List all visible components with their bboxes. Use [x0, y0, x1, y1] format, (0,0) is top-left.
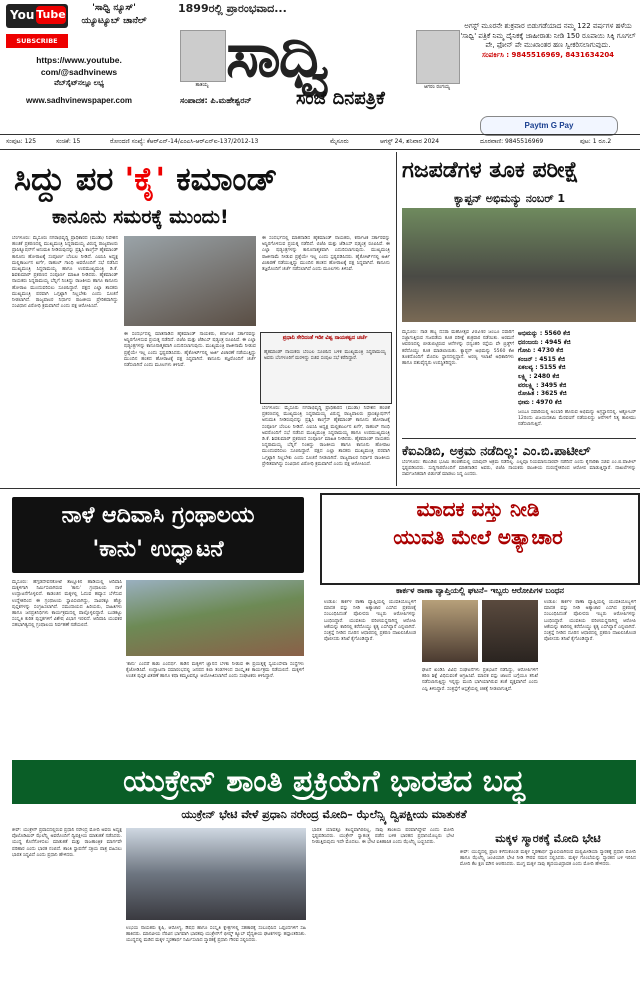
ad-contact — [460, 51, 636, 61]
registration-number: ರೋಂದಣಿ ಸಂಖ್ಯೆ: ಕೆಆರ್‌ಎನ್-14/ಎಂಎಸಿ-ಆರ್‌ಎನ್‌ಐ-137/2012-13 — [110, 138, 259, 145]
youtube-logo — [6, 4, 68, 28]
ukraine-subheadline: ಯುಕ್ರೇನ್ ಭೇಟಿ ವೇಳೆ ಪ್ರಧಾನಿ ನರೇಂದ್ರ ಮೋದಿ– ಝೆಲೆನ್ಸ್ಕಿ ದ್ವಿಪಕ್ಷೀಯ ಮಾತುಕತೆ — [181, 808, 467, 821]
lead-headline — [14, 160, 277, 199]
website-link[interactable]: www.sadhvinewspaper.com — [26, 96, 132, 105]
youtube-logo-you: You — [10, 8, 35, 22]
column-divider — [396, 152, 397, 486]
portrait-left-caption: ತಾತಯ್ಯ — [195, 82, 209, 88]
portrait-right-caption: ಆಗರಂ ರಂಗಯ್ಯ — [423, 84, 451, 90]
elephant-photo — [402, 208, 636, 322]
elephant-subheadline: ಕ್ಯಾಪ್ಟನ್ ಅಭಿಮನ್ಯು ನಂಬರ್ 1 — [454, 192, 566, 205]
library-headline-line2: 'ಕಾನು' ಉದ್ಘಾಟನೆ — [92, 537, 224, 562]
issue-info-bar — [0, 134, 640, 150]
library-headline-line1: ನಾಳೆ ಆದಿವಾಸಿ ಗ್ರಂಥಾಲಯ — [61, 503, 255, 528]
quote-body: ಹೈಕಮಾಂಡ್ ನಾಯಕರು ಬೆಂಬಲ ಸೂಚಿಸಿದ ಬಳಿಕ ಮುಖ್ಯಮಂತ್ರಿ ಸಿದ್ದರಾಮಯ್ಯ ಅವರು ಬೆಂಗಳೂರಿಗೆ ಮರಳಿದ್ದು ಸಚಿವ ಸಂಪುಟ ಸಭೆ ಕರೆದಿದ್ದಾರೆ. — [264, 350, 386, 362]
elephant-headline: ಗಜಪಡೆಗಳ ತೂಕ ಪರೀಕ್ಷೆ — [402, 158, 579, 183]
weight-row: ಧನಂಜಯ : 4945 ಕೆಜಿ — [518, 338, 571, 346]
quote-title: ಪ್ರಧಾನಿ ಸೇರಿದಂತೆ ಇಡೀ ವಿಶ್ವ ನಾಯಕತ್ವದ ಚರ್ಚೆ — [282, 335, 368, 341]
lead-story-body: ಬೆಂಗಳೂರು: ಮೈಸೂರು ನಗರಾಭಿವೃದ್ಧಿ ಪ್ರಾಧಿಕಾರದ (ಮುಡಾ) ನಿವೇಶನ ಹಂಚಿಕೆ ಪ್ರಕರಣದಲ್ಲಿ ಮುಖ್ಯಮಂತ್ರಿ ಸಿದ್ದರಾಮಯ್ಯ ವಿರುದ್ಧ ರಾಜ್ಯಪಾಲರು ಪ್ರಾಸಿಕ್ಯೂಷನ್‌ಗೆ ಅನುಮತಿ ನೀಡಿರುವುದನ್ನು ಪ್ರಶ್ನಿಸಿ ಕಾಂಗ್ರೆಸ್ ಹೈಕಮಾಂಡ್ ಕಾನೂನು ಹೋರಾಟಕ್ಕೆ ಸಂಪೂರ್ಣ ಬೆಂಬಲ ನೀಡಿದೆ. ಎಐಸಿಸಿ ಅಧ್ಯಕ್ಷ ಮಲ್ಲಿಕಾರ್ಜುನ ಖರ್ಗೆ, ರಾಹುಲ್ ಗಾಂಧಿ ಅವರೊಂದಿಗೆ ಸಭೆ ನಡೆಸಿದ ಮುಖ್ಯಮಂತ್ರಿ ಸಿದ್ದರಾಮಯ್ಯ ಹಾಗೂ ಉಪಮುಖ್ಯಮಂತ್ರಿ ಡಿ.ಕೆ. ಶಿವಕುಮಾರ್ ಪ್ರಕರಣದ ಸಂಪೂರ್ಣ ಮಾಹಿತಿ ನೀಡಿದರು. ಹೈಕಮಾಂಡ್ ನಾಯಕರು ಸಿದ್ದರಾಮಯ್ಯ ಬೆನ್ನಿಗೆ ನಿಂತಿದ್ದು ರಾಜಕೀಯ ಹಾಗೂ ಕಾನೂನು ಹೋರಾಟ ಮುಂದುವರಿಸಲು ಸೂಚಿಸಿದ್ದಾರೆ. ಪಕ್ಷದ ಎಲ್ಲಾ ಶಾಸಕರು ಮುಖ್ಯಮಂತ್ರಿ ಪರವಾಗಿ ಒಗ್ಗಟ್ಟಾಗಿ ನಿಲ್ಲಬೇಕು ಎಂದು ಸೂಚನೆ ನೀಡಲಾಗಿದೆ. ರಾಜ್ಯಪಾಲರ ನಿರ್ಧಾರ ರಾಜಕೀಯ ಪ್ರೇರಿತವಾಗಿದ್ದು ಸಂವಿಧಾನ ವಿರೋಧಿ ಕ್ರಮವಾಗಿದೆ ಎಂದು ಪಕ್ಷ ಆರೋಪಿಸಿದೆ. — [12, 236, 118, 310]
youtube-logo-tube: Tube — [36, 6, 66, 24]
library-photo — [126, 580, 304, 656]
lead-headline-kai: 'ಕೈ' — [124, 160, 166, 198]
issue-number: ಸಂಚಿಕೆ: 15 — [56, 138, 81, 145]
phone-number: ದೂರವಾಣಿ: 9845516969 — [480, 138, 544, 145]
youtube-channel-title: 'ಸಾಧ್ವಿ ನ್ಯೂಸ್' ಯ್ಯೂಟ್ಯೂಬ್ ಚಾನೆಲ್ — [81, 3, 147, 26]
ukraine-headline: ಯುಕ್ರೇನ್ ಶಾಂತಿ ಪ್ರಕ್ರಿಯೆಗೆ ಭಾರತದ ಬದ್ಧ — [123, 764, 525, 799]
weight-row: ಅಭಿಮನ್ಯು : 5560 ಕೆಜಿ — [518, 330, 571, 337]
evening-daily-label: ಸಂಜೆ ದಿನಪತ್ರಿಕೆ — [296, 88, 385, 109]
section-divider — [0, 488, 640, 489]
crime-headline-line2: ಯುವತಿ ಮೇಲೆ ಅತ್ಯಾಚಾರ — [393, 525, 563, 549]
ukraine-headline-box — [12, 760, 636, 804]
youtube-url-line1: https://www.youtube. — [36, 55, 122, 65]
youtube-url-line2: com/@sadhvinews — [40, 67, 118, 77]
elephant-story-body: ಮೈಸೂರು: ನಾಡ ಹಬ್ಬ ದಸರಾ ಮಹೋತ್ಸವ 2024ರ ಜಂಬೂ ಸವಾರಿಗೆ ಸಜ್ಜಾಗುತ್ತಿರುವ ಗಜಪಡೆಯ ತೂಕ ಪರೀಕ್ಷೆ ಶುಕ್ರವಾರ ನಡೆಯಿತು. ಅರಮನೆ ಆವರಣದಲ್ಲಿ ಬೀಡುಬಿಟ್ಟಿರುವ ಆನೆಗಳನ್ನು ಧನ್ವಂತರಿ ರಸ್ತೆಯ ವೇ ಬ್ರಿಡ್ಜ್‌ಗೆ ಕರೆದೊಯ್ದು ತೂಕ ಮಾಡಲಾಯಿತು. ಕ್ಯಾಪ್ಟನ್ ಅಭಿಮನ್ಯು 5560 ಕೆಜಿ ತೂಕದೊಂದಿಗೆ ಮೊದಲ ಸ್ಥಾನದಲ್ಲಿದ್ದಾನೆ. ಅರಣ್ಯ ಇಲಾಖೆ ಅಧಿಕಾರಿಗಳು ಹಾಗೂ ಪಶುವೈದ್ಯರು ಉಪಸ್ಥಿತರಿದ್ದರು. — [402, 330, 514, 367]
ukraine-story-body-3: ಭಾರತ ಯಾವತ್ತೂ ತಟಸ್ಥವಾಗಿರಲಿಲ್ಲ, ನಾವು ಶಾಂತಿಯ ಪರವಾಗಿದ್ದೇವೆ ಎಂದು ಮೋದಿ ಸ್ಪಷ್ಟಪಡಿಸಿದರು. ಯುಕ್ರೇನ್ ಸ್ವಾತಂತ್ರ್ಯ ಪಡೆದ ಬಳಿಕ ಭಾರತದ ಪ್ರಧಾನಿಯೊಬ್ಬರು ಭೇಟಿ ನೀಡುತ್ತಿರುವುದು ಇದೇ ಮೊದಲು. ಈ ಭೇಟಿ ಐತಿಹಾಸಿಕ ಎಂದು ಝೆಲೆನ್ಸ್ಕಿ ಬಣ್ಣಿಸಿದರು. — [312, 828, 454, 846]
weight-row: ವರಲಕ್ಷ್ಮಿ : 3495 ಕೆಜಿ — [518, 381, 567, 389]
story-divider — [402, 438, 636, 439]
founder-portrait-right — [416, 30, 460, 84]
accused-photo-2 — [482, 600, 538, 662]
weight-row: ಏಕಲವ್ಯ : 5155 ಕೆಜಿ — [518, 364, 566, 372]
lead-headline-a: ಸಿದ್ದು ಪರ — [14, 160, 125, 198]
masthead-logo: ಸಾಧ್ವಿ — [226, 18, 328, 91]
memorial-story-body: ಕೀವ್: ಯುದ್ಧದಲ್ಲಿ ಪ್ರಾಣ ಕಳೆದುಕೊಂಡ ಮಕ್ಕಳ ಸ್ಮರಣಾರ್ಥ ಸ್ಥಾಪಿಸಲಾಗಿರುವ ಮಲ್ಟಿಮೀಡಿಯಾ ಸ್ಮಾರಕಕ್ಕೆ ಪ್ರಧಾನಿ ಮೋದಿ ಹಾಗೂ ಝೆಲೆನ್ಸ್ಕಿ ಜಂಟಿಯಾಗಿ ಭೇಟಿ ನೀಡಿ ಗೌರವ ನಮನ ಸಲ್ಲಿಸಿದರು. ಮಕ್ಕಳ ಗೊಂಬೆಯನ್ನು ಸ್ಮಾರಕದ ಬಳಿ ಇರಿಸಿದ ಮೋದಿ ಕೆಲ ಕ್ಷಣ ಮೌನ ಆಚರಿಸಿದರು. ಮುಗ್ಧ ಮಕ್ಕಳ ಸಾವು ಹೃದಯವಿದ್ರಾವಕ ಎಂದು ಮೋದಿ ಹೇಳಿದರು. — [460, 850, 636, 868]
weight-row: ಭೀಮ : 4970 ಕೆಜಿ — [518, 398, 562, 406]
weight-row: ಲಕ್ಷ್ಮಿ : 2480 ಕೆಜಿ — [518, 372, 560, 380]
volume: ಸಂಪುಟ: 125 — [6, 138, 37, 145]
lead-story-body-4: ಬೆಂಗಳೂರು: ಮೈಸೂರು ನಗರಾಭಿವೃದ್ಧಿ ಪ್ರಾಧಿಕಾರದ (ಮುಡಾ) ನಿವೇಶನ ಹಂಚಿಕೆ ಪ್ರಕರಣದಲ್ಲಿ ಮುಖ್ಯಮಂತ್ರಿ ಸಿದ್ದರಾಮಯ್ಯ ವಿರುದ್ಧ ರಾಜ್ಯಪಾಲರು ಪ್ರಾಸಿಕ್ಯೂಷನ್‌ಗೆ ಅನುಮತಿ ನೀಡಿರುವುದನ್ನು ಪ್ರಶ್ನಿಸಿ ಕಾಂಗ್ರೆಸ್ ಹೈಕಮಾಂಡ್ ಕಾನೂನು ಹೋರಾಟಕ್ಕೆ ಸಂಪೂರ್ಣ ಬೆಂಬಲ ನೀಡಿದೆ. ಎಐಸಿಸಿ ಅಧ್ಯಕ್ಷ ಮಲ್ಲಿಕಾರ್ಜುನ ಖರ್ಗೆ, ರಾಹುಲ್ ಗಾಂಧಿ ಅವರೊಂದಿಗೆ ಸಭೆ ನಡೆಸಿದ ಮುಖ್ಯಮಂತ್ರಿ ಸಿದ್ದರಾಮಯ್ಯ ಹಾಗೂ ಉಪಮುಖ್ಯಮಂತ್ರಿ ಡಿ.ಕೆ. ಶಿವಕುಮಾರ್ ಪ್ರಕರಣದ ಸಂಪೂರ್ಣ ಮಾಹಿತಿ ನೀಡಿದರು. ಹೈಕಮಾಂಡ್ ನಾಯಕರು ಸಿದ್ದರಾಮಯ್ಯ ಬೆನ್ನಿಗೆ ನಿಂತಿದ್ದು ರಾಜಕೀಯ ಹಾಗೂ ಕಾನೂನು ಹೋರಾಟ ಮುಂದುವರಿಸಲು ಸೂಚಿಸಿದ್ದಾರೆ. ಪಕ್ಷದ ಎಲ್ಲಾ ಶಾಸಕರು ಮುಖ್ಯಮಂತ್ರಿ ಪರವಾಗಿ ಒಗ್ಗಟ್ಟಾಗಿ ನಿಲ್ಲಬೇಕು ಎಂದು ಸೂಚನೆ ನೀಡಲಾಗಿದೆ. ರಾಜ್ಯಪಾಲರ ನಿರ್ಧಾರ ರಾಜಕೀಯ ಪ್ರೇರಿತವಾಗಿದ್ದು ಸಂವಿಧಾನ ವಿರೋಧಿ ಕ್ರಮವಾಗಿದೆ ಎಂದು ಪಕ್ಷ ಆರೋಪಿಸಿದೆ. — [262, 406, 390, 467]
crime-story-body-2: ಘಟನೆ ಖಂಡಿಸಿ ವಿವಿಧ ಸಂಘಟನೆಗಳು ಪ್ರತಿಭಟನೆ ನಡೆಸಿದ್ದು, ಆರೋಪಿಗಳಿಗೆ ಕಠಿಣ ಶಿಕ್ಷೆ ವಿಧಿಸುವಂತೆ ಆಗ್ರಹಿಸಿವೆ. ಮಾದಕ ವಸ್ತು ಜಾಲದ ಬಗ್ಗೆಯೂ ತನಿಖೆ ನಡೆಸಲಾಗುತ್ತಿದ್ದು ಇನ್ನಷ್ಟು ಮಂದಿ ಭಾಗಿಯಾಗಿರುವ ಶಂಕೆ ವ್ಯಕ್ತವಾಗಿದೆ ಎಂದು ಎಸ್ಪಿ ತಿಳಿಸಿದ್ದಾರೆ. ಸಂತ್ರಸ್ತೆಗೆ ಆಸ್ಪತ್ರೆಯಲ್ಲಿ ಚಿಕಿತ್ಸೆ ನೀಡಲಾಗುತ್ತಿದೆ. — [422, 668, 538, 692]
lead-story-body-2: ಈ ಸಂದರ್ಭದಲ್ಲಿ ಮಾತನಾಡಿದ ಹೈಕಮಾಂಡ್ ನಾಯಕರು, ಕರ್ನಾಟಕ ಸರ್ಕಾರವನ್ನು ಅಸ್ಥಿರಗೊಳಿಸುವ ಪ್ರಯತ್ನ ನಡೆದಿದೆ. ಬಿಜೆಪಿ ಮತ್ತು ಜೆಡಿಎಸ್ ಷಡ್ಯಂತ್ರ ರೂಪಿಸಿವೆ. ಈ ಎಲ್ಲಾ ಷಡ್ಯಂತ್ರಗಳನ್ನು ಕಾನೂನಾತ್ಮಕವಾಗಿ ಎದುರಿಸಲಾಗುವುದು. ಮುಖ್ಯಮಂತ್ರಿ ರಾಜೀನಾಮೆ ನೀಡುವ ಪ್ರಶ್ನೆಯೇ ಇಲ್ಲ ಎಂದು ಸ್ಪಷ್ಟಪಡಿಸಿದರು. ಹೈಕೋರ್ಟ್‌ನಲ್ಲಿ ಅರ್ಜಿ ವಿಚಾರಣೆ ನಡೆಯುತ್ತಿದ್ದು ಮುಂದಿನ ಹಂತದ ಹೋರಾಟಕ್ಕೆ ಪಕ್ಷ ಸಿದ್ಧವಾಗಿದೆ. ಕಾನೂನು ತಜ್ಞರೊಂದಿಗೆ ಚರ್ಚೆ ನಡೆಸಲಾಗಿದೆ ಎಂದು ಮೂಲಗಳು ತಿಳಿಸಿವೆ. — [124, 332, 256, 369]
ad-text: ಅಗಸ್ಟ್ ಮೂರನೇ ಶುಕ್ರವಾರ ಬಿಡುಗಡೆಯಾದ ನಮ್ಮ 122 ವರ್ಷಗಳ ಹಳೆಯ 'ಸಾಧ್ವಿ' ಪತ್ರಿಕೆ ನಿಮ್ಮ ದೈನಿಕಕ್ಕೆ ಜಾಹೀರಾತು ನೀಡಿ 150 ರೂಪಾಯಿ ಸಿಕ್ಕಿ ಗೂಗಲ್ ಪೇ, ಫೋನ್ ಪೇ ಮುಖಾಂತರ ಹಣ ಸ್ವೀಕರಿಸಲಾಗುವುದು. — [460, 22, 636, 49]
weight-row: ಕಂಜನ್ : 4515 ಕೆಜಿ — [518, 355, 566, 363]
crime-headline-box — [320, 493, 640, 585]
crime-headline-line1: ಮಾದಕ ವಸ್ತು ನೀಡಿ — [416, 497, 540, 521]
crime-story-body: ಉಡುಪಿ: ಕಾರ್ಕಳ ಠಾಣಾ ವ್ಯಾಪ್ತಿಯಲ್ಲಿ ಯುವತಿಯೊಬ್ಬಳಿಗೆ ಮಾದಕ ವಸ್ತು ನೀಡಿ ಅತ್ಯಾಚಾರ ಎಸಗಿದ ಪ್ರಕರಣಕ್ಕೆ ಸಂಬಂಧಿಸಿದಂತೆ ಪೊಲೀಸರು ಇಬ್ಬರು ಆರೋಪಿಗಳನ್ನು ಬಂಧಿಸಿದ್ದಾರೆ. ಯುವತಿಯ ಪರಿಚಯಸ್ಥನಾಗಿದ್ದ ಆರೋಪಿ ಆಕೆಯನ್ನು ಕಾರಿನಲ್ಲಿ ಕರೆದೊಯ್ದು ಕೃತ್ಯ ಎಸಗಿದ್ದಾನೆ ಎನ್ನಲಾಗಿದೆ. ಸಂತ್ರಸ್ತೆ ನೀಡಿದ ದೂರಿನ ಆಧಾರದಲ್ಲಿ ಪ್ರಕರಣ ದಾಖಲಿಸಿಕೊಂಡ ಪೊಲೀಸರು ತನಿಖೆ ಕೈಗೊಂಡಿದ್ದಾರೆ. — [324, 600, 416, 643]
founded-tagline: 1899ರಲ್ಲಿ ಪ್ರಾರಂಭವಾದ... — [178, 2, 287, 15]
crime-subheadline: ಕಾರ್ಕಳ ಠಾಣಾ ವ್ಯಾಪ್ತಿಯಲ್ಲಿ ಘಟನೆ– ಇಬ್ಬರು ಆರೋಪಿಗಳ ಬಂಧನ — [395, 586, 564, 595]
editor-credit: ಸಂಪಾದಕ: ಪಿ.ಮಹೇಶ್ವರನ್ — [180, 96, 252, 105]
lead-story-photo — [124, 236, 256, 326]
lead-story-body-3: ಈ ಸಂದರ್ಭದಲ್ಲಿ ಮಾತನಾಡಿದ ಹೈಕಮಾಂಡ್ ನಾಯಕರು, ಕರ್ನಾಟಕ ಸರ್ಕಾರವನ್ನು ಅಸ್ಥಿರಗೊಳಿಸುವ ಪ್ರಯತ್ನ ನಡೆದಿದೆ. ಬಿಜೆಪಿ ಮತ್ತು ಜೆಡಿಎಸ್ ಷಡ್ಯಂತ್ರ ರೂಪಿಸಿವೆ. ಈ ಎಲ್ಲಾ ಷಡ್ಯಂತ್ರಗಳನ್ನು ಕಾನೂನಾತ್ಮಕವಾಗಿ ಎದುರಿಸಲಾಗುವುದು. ಮುಖ್ಯಮಂತ್ರಿ ರಾಜೀನಾಮೆ ನೀಡುವ ಪ್ರಶ್ನೆಯೇ ಇಲ್ಲ ಎಂದು ಸ್ಪಷ್ಟಪಡಿಸಿದರು. ಹೈಕೋರ್ಟ್‌ನಲ್ಲಿ ಅರ್ಜಿ ವಿಚಾರಣೆ ನಡೆಯುತ್ತಿದ್ದು ಮುಂದಿನ ಹಂತದ ಹೋರಾಟಕ್ಕೆ ಪಕ್ಷ ಸಿದ್ಧವಾಗಿದೆ. ಕಾನೂನು ತಜ್ಞರೊಂದಿಗೆ ಚರ್ಚೆ ನಡೆಸಲಾಗಿದೆ ಎಂದು ಮೂಲಗಳು ತಿಳಿಸಿವೆ. — [262, 236, 390, 273]
advertisement-box — [460, 22, 636, 60]
founder-portrait-left — [180, 30, 226, 82]
library-headline-box — [12, 497, 304, 573]
youtube-url[interactable] — [4, 54, 154, 90]
kiadb-headline: ಕೆಐಎಡಿಬಿ, ಅಕ್ರಮ ನಡೆದಿಲ್ಲ: ಎಂ.ಬಿ.ಪಾಟೀಲ್ — [402, 443, 591, 458]
library-story-body-2: 'ಕಾನು' ಎಂದರೆ ಕಾಡು ಎಂದರ್ಥ. ಕಾಡಿನ ಮಕ್ಕಳಿಗೆ ಜ್ಞಾನದ ಬೆಳಕು ನೀಡುವ ಈ ಪ್ರಯತ್ನಕ್ಕೆ ಸ್ವಯಂಸೇವಾ ಸಂಸ್ಥೆಗಳು ಕೈಜೋಡಿಸಿವೆ. ಉದ್ಘಾಟನಾ ಸಮಾರಂಭದಲ್ಲಿ ಜನಪದ ಕಲಾ ತಂಡಗಳಿಂದ ಸಾಂಸ್ಕೃತಿಕ ಕಾರ್ಯಕ್ರಮ ನಡೆಯಲಿದೆ. ಮಕ್ಕಳಿಗೆ ಉಚಿತ ಪುಸ್ತಕ ವಿತರಣೆ ಹಾಗೂ ಕಥಾ ಕಮ್ಮಟವನ್ನೂ ಆಯೋಜಿಸಲಾಗಿದೆ ಎಂದು ಸಂಘಟಕರು ತಿಳಿಸಿದ್ದಾರೆ. — [126, 662, 304, 680]
memorial-headline: ಮಕ್ಕಳ ಸ್ಮಾರಕಕ್ಕೆ ಮೋದಿ ಭೇಟಿ — [495, 832, 601, 845]
lead-headline-b: ಕಮಾಂಡ್ — [165, 160, 278, 198]
page-price: ಪುಟ: 1 ರೂ.2 — [580, 138, 612, 145]
ad-phones: 9845516969, 8431634204 — [511, 50, 615, 59]
crime-story-body-3: ಉಡುಪಿ: ಕಾರ್ಕಳ ಠಾಣಾ ವ್ಯಾಪ್ತಿಯಲ್ಲಿ ಯುವತಿಯೊಬ್ಬಳಿಗೆ ಮಾದಕ ವಸ್ತು ನೀಡಿ ಅತ್ಯಾಚಾರ ಎಸಗಿದ ಪ್ರಕರಣಕ್ಕೆ ಸಂಬಂಧಿಸಿದಂತೆ ಪೊಲೀಸರು ಇಬ್ಬರು ಆರೋಪಿಗಳನ್ನು ಬಂಧಿಸಿದ್ದಾರೆ. ಯುವತಿಯ ಪರಿಚಯಸ್ಥನಾಗಿದ್ದ ಆರೋಪಿ ಆಕೆಯನ್ನು ಕಾರಿನಲ್ಲಿ ಕರೆದೊಯ್ದು ಕೃತ್ಯ ಎಸಗಿದ್ದಾನೆ ಎನ್ನಲಾಗಿದೆ. ಸಂತ್ರಸ್ತೆ ನೀಡಿದ ದೂರಿನ ಆಧಾರದಲ್ಲಿ ಪ್ರಕರಣ ದಾಖಲಿಸಿಕೊಂಡ ಪೊಲೀಸರು ತನಿಖೆ ಕೈಗೊಂಡಿದ್ದಾರೆ. — [544, 600, 636, 643]
kiadb-story-body: ಬೆಂಗಳೂರು: ಕೆಐಎಡಿಬಿ ಭೂಮಿ ಹಂಚಿಕೆಯಲ್ಲಿ ಯಾವುದೇ ಅಕ್ರಮ ನಡೆದಿಲ್ಲ. ಎಲ್ಲವೂ ನಿಯಮಾನುಸಾರವೇ ನಡೆದಿದೆ ಎಂದು ಕೈಗಾರಿಕಾ ಸಚಿವ ಎಂ.ಬಿ.ಪಾಟೀಲ್ ಸ್ಪಷ್ಟಪಡಿಸಿದರು. ಸುದ್ದಿಗಾರರೊಂದಿಗೆ ಮಾತನಾಡಿದ ಅವರು, ಬಿಜೆಪಿ ನಾಯಕರು ರಾಜಕೀಯ ದುರುದ್ದೇಶದಿಂದ ಆರೋಪ ಮಾಡುತ್ತಿದ್ದಾರೆ. ದಾಖಲೆಗಳನ್ನು ಸಾರ್ವಜನಿಕವಾಗಿ ಬಿಡುಗಡೆ ಮಾಡಲು ಸಿದ್ಧ ಎಂದರು. — [402, 460, 636, 478]
accused-photo-1 — [422, 600, 478, 662]
payment-methods: Paytm G Pay — [480, 116, 618, 136]
modi-zelensky-photo — [126, 828, 306, 920]
weight-row: ಗೋಪಿ : 4730 ಕೆಜಿ — [518, 347, 564, 355]
elephant-stats-note: ಜಂಬೂ ಸವಾರಿಯಲ್ಲಿ ಅಂಬಾರಿ ಹೊರುವ ಅಭಿಮನ್ಯು ಅಗ್ರಸ್ಥಾನದಲ್ಲಿ. ಅಕ್ಟೋಬರ್ 12ರಂದು ವಿಜಯದಶಮಿ ಮೆರವಣಿಗೆ ನಡೆಯಲಿದ್ದು ಆನೆಗಳಿಗೆ ನಿತ್ಯ ತಾಲೀಮು ನಡೆಸಲಾಗುತ್ತಿದೆ. — [518, 410, 636, 428]
ukraine-story-body: ಕೀವ್: ಯುಕ್ರೇನ್ ಪ್ರವಾಸದಲ್ಲಿರುವ ಪ್ರಧಾನಿ ನರೇಂದ್ರ ಮೋದಿ ಅವರು ಅಧ್ಯಕ್ಷ ವೊಲೊಡಿಮಿರ್ ಝೆಲೆನ್ಸ್ಕಿ ಅವರೊಂದಿಗೆ ದ್ವಿಪಕ್ಷೀಯ ಮಾತುಕತೆ ನಡೆಸಿದರು. ಯುದ್ಧ ಕೊನೆಗೊಳಿಸಲು ಮಾತುಕತೆ ಮತ್ತು ರಾಜತಾಂತ್ರಿಕ ಮಾರ್ಗವೇ ಪರಿಹಾರ ಎಂದು ಭಾರತ ನಂಬಿದೆ. ಶಾಂತಿ ಸ್ಥಾಪನೆಗೆ ಸಕ್ರಿಯ ಪಾತ್ರ ವಹಿಸಲು ಭಾರತ ಸಿದ್ಧವಿದೆ ಎಂದು ಪ್ರಧಾನಿ ಹೇಳಿದರು. — [12, 828, 122, 858]
issue-date: ಆಗಸ್ಟ್ 24, ಶನಿವಾರ 2024 — [380, 138, 440, 145]
weight-row: ರೋಹಿತ : 3625 ಕೆಜಿ — [518, 390, 567, 398]
lead-subheadline: ಕಾನೂನು ಸಮರಕ್ಕೆ ಮುಂದು! — [52, 206, 229, 228]
ukraine-story-body-2: ಉಭಯ ನಾಯಕರು ಕೃಷಿ, ಆರೋಗ್ಯ, ಔಷಧ ಹಾಗೂ ಸಂಸ್ಕೃತಿ ಕ್ಷೇತ್ರಗಳಲ್ಲಿ ಸಹಕಾರಕ್ಕೆ ಸಂಬಂಧಿಸಿದ ಒಪ್ಪಂದಗಳಿಗೆ ಸಹಿ ಹಾಕಿದರು. ಮಾನವೀಯ ನೆರವಿನ ಭಾಗವಾಗಿ ಭಾರತವು ಯುಕ್ರೇನ್‌ಗೆ ಭೀಷ್ಮ್ ಕ್ಯೂಬ್ ವೈದ್ಯಕೀಯ ಘಟಕಗಳನ್ನು ಹಸ್ತಾಂತರಿಸಿತು. ಯುದ್ಧದಲ್ಲಿ ಮಡಿದ ಮಕ್ಕಳ ಸ್ಮರಣಾರ್ಥ ನಿರ್ಮಿಸಲಾದ ಸ್ಮಾರಕಕ್ಕೆ ಪ್ರಧಾನಿ ಗೌರವ ಸಲ್ಲಿಸಿದರು. — [126, 926, 306, 944]
elephant-weights — [518, 330, 636, 407]
ad-contact-label: ಸಂಪರ್ಕಿಸಿ : — [481, 50, 510, 59]
subscribe-button[interactable]: SUBSCRIBE — [6, 34, 68, 48]
city: ಮೈಸೂರು — [330, 138, 349, 145]
library-story-body: ಮೈಸೂರು: ಹೆಗ್ಗಡದೇವನಕೋಟೆ ತಾಲ್ಲೂಕಿನ ಹಾಡಿಯಲ್ಲಿ ಆದಿವಾಸಿ ಮಕ್ಕಳಿಗಾಗಿ ನಿರ್ಮಿಸಲಾಗಿರುವ 'ಕಾನು' ಗ್ರಂಥಾಲಯ ನಾಳೆ ಉದ್ಘಾಟನೆಗೊಳ್ಳಲಿದೆ. ಕಾಡಂಚಿನ ಮಕ್ಕಳಲ್ಲಿ ಓದುವ ಹವ್ಯಾಸ ಬೆಳೆಸುವ ಉದ್ದೇಶದಿಂದ ಈ ಗ್ರಂಥಾಲಯ ಸ್ಥಾಪಿಸಲಾಗಿದ್ದು, ಸಾವಿರಕ್ಕೂ ಹೆಚ್ಚು ಪುಸ್ತಕಗಳನ್ನು ಸಂಗ್ರಹಿಸಲಾಗಿದೆ. ಸಮುದಾಯದ ಹಿರಿಯರು, ಸಾಹಿತಿಗಳು ಹಾಗೂ ಜನಪ್ರತಿನಿಧಿಗಳು ಕಾರ್ಯಕ್ರಮದಲ್ಲಿ ಪಾಲ್ಗೊಳ್ಳಲಿದ್ದಾರೆ. ಬುಡಕಟ್ಟು ಸಂಸ್ಕೃತಿ ಕುರಿತ ಪುಸ್ತಕಗಳಿಗೆ ವಿಶೇಷ ವಿಭಾಗ ಇರಲಿದೆ. ಆದಿವಾಸಿ ಯುವಕರ ಸಹಭಾಗಿತ್ವದಲ್ಲಿ ಗ್ರಂಥಾಲಯ ನಿರ್ವಹಣೆ ನಡೆಯಲಿದೆ. — [12, 580, 122, 629]
youtube-url-line3: ವೆಬ್‌ಸೈಟ್‌ನಲ್ಲೂ ಲಭ್ಯ — [54, 80, 104, 87]
